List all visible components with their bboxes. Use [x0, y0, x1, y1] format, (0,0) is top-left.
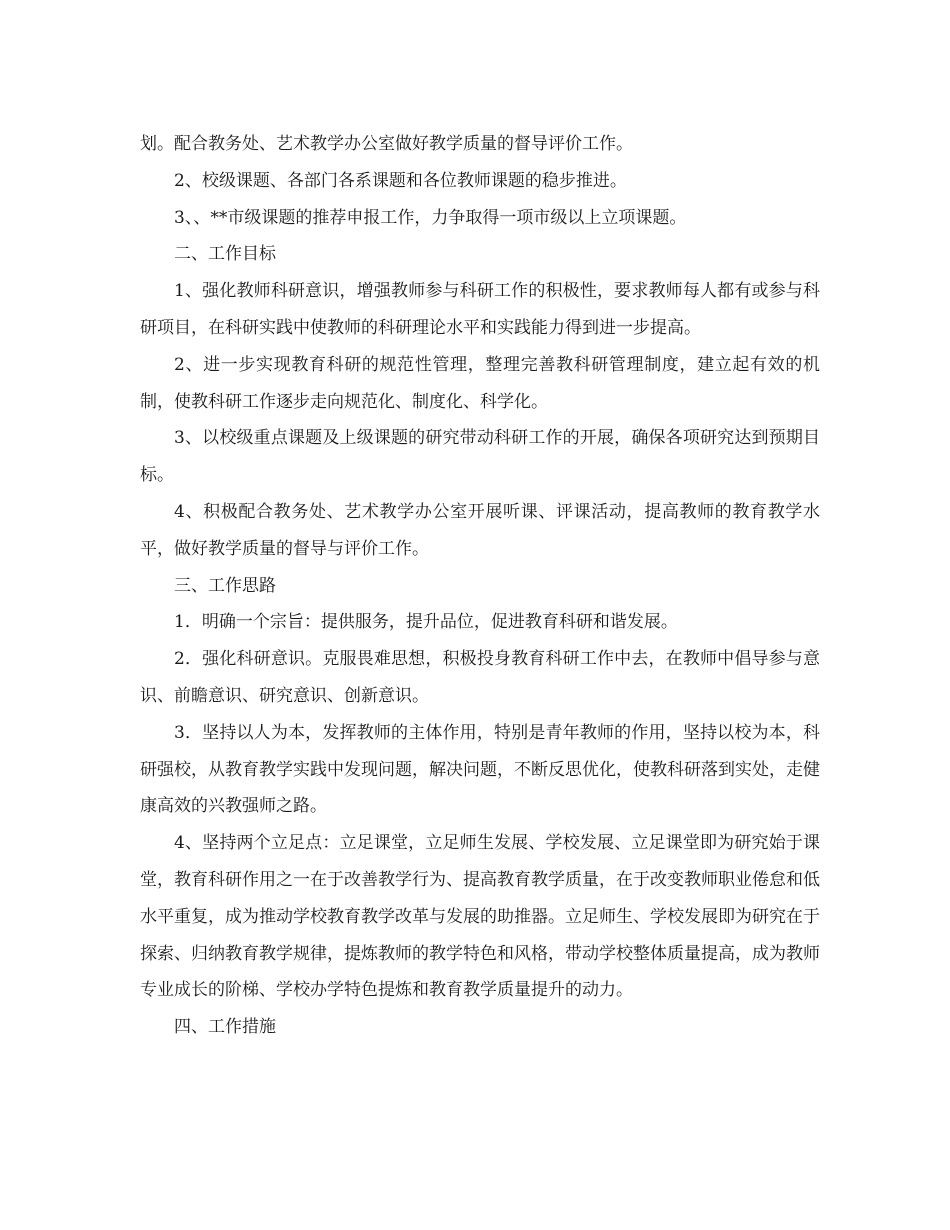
- paragraph-item: 2、校级课题、各部门各系课题和各位教师课题的稳步推进。: [174, 170, 627, 191]
- section-heading: 四、工作措施: [174, 1017, 276, 1038]
- paragraph-item: 2、进一步实现教育科研的规范性管理，整理完善教科研管理制度，建立起有效的机制，使教科研工作逐步走向规范化、制度化、科学化。: [140, 354, 820, 412]
- section-heading: 二、工作目标: [174, 244, 276, 265]
- paragraph-item: 3、以校级重点课题及上级课题的研究带动科研工作的开展，确保各项研究达到预期目标。: [140, 428, 820, 486]
- paragraph-item: 4、坚持两个立足点：立足课堂，立足师生发展、学校发展、立足课堂即为研究始于课堂，教育科研作用之一在于改善教学行为、提高教育教学质量，在于改变教师职业倦怠和低水平重复，成为推动学校教育教学改革与发展的助推器。立足师生、学校发展即为研究在于探索、归纳教育教学规律，提炼教师的教学特色和风格，带动学校整体质量提高，成为教师专业成长的阶梯、学校办学特色提炼和教育教学质量提升的动力。: [140, 833, 820, 1001]
- section-heading: 三、工作思路: [174, 575, 276, 596]
- paragraph-item: 2．强化科研意识。克服畏难思想，积极投身教育科研工作中去，在教师中倡导参与意识、前瞻意识、研究意识、创新意识。: [140, 649, 820, 706]
- paragraph-item: 3．坚持以人为本，发挥教师的主体作用，特别是青年教师的作用，坚持以校为本，科研强校，从教育教学实践中发现问题，解决问题，不断反思优化，使教科研落到实处，走健康高效的兴教强师之路。: [140, 722, 820, 817]
- paragraph-item: 3、、**市级课题的推荐申报工作，力争取得一项市级以上立项课题。: [174, 207, 687, 228]
- paragraph-item: 1．明确一个宗旨：提供服务，提升品位，促进教育科研和谐发展。: [174, 612, 678, 633]
- paragraph-item: 4、积极配合教务处、艺术教学办公室开展听课、评课活动，提高教师的教育教学水平，做好教学质量的督导与评价工作。: [140, 501, 820, 559]
- paragraph-continuation: 划。配合教务处、艺术教学办公室做好教学质量的督导评价工作。: [140, 134, 633, 154]
- document-body: [140, 126, 820, 1046]
- paragraph-item: 1、强化教师科研意识，增强教师参与科研工作的积极性，要求教师每人都有或参与科研项目，在科研实践中使教师的科研理论水平和实践能力得到进一步提高。: [140, 281, 820, 338]
